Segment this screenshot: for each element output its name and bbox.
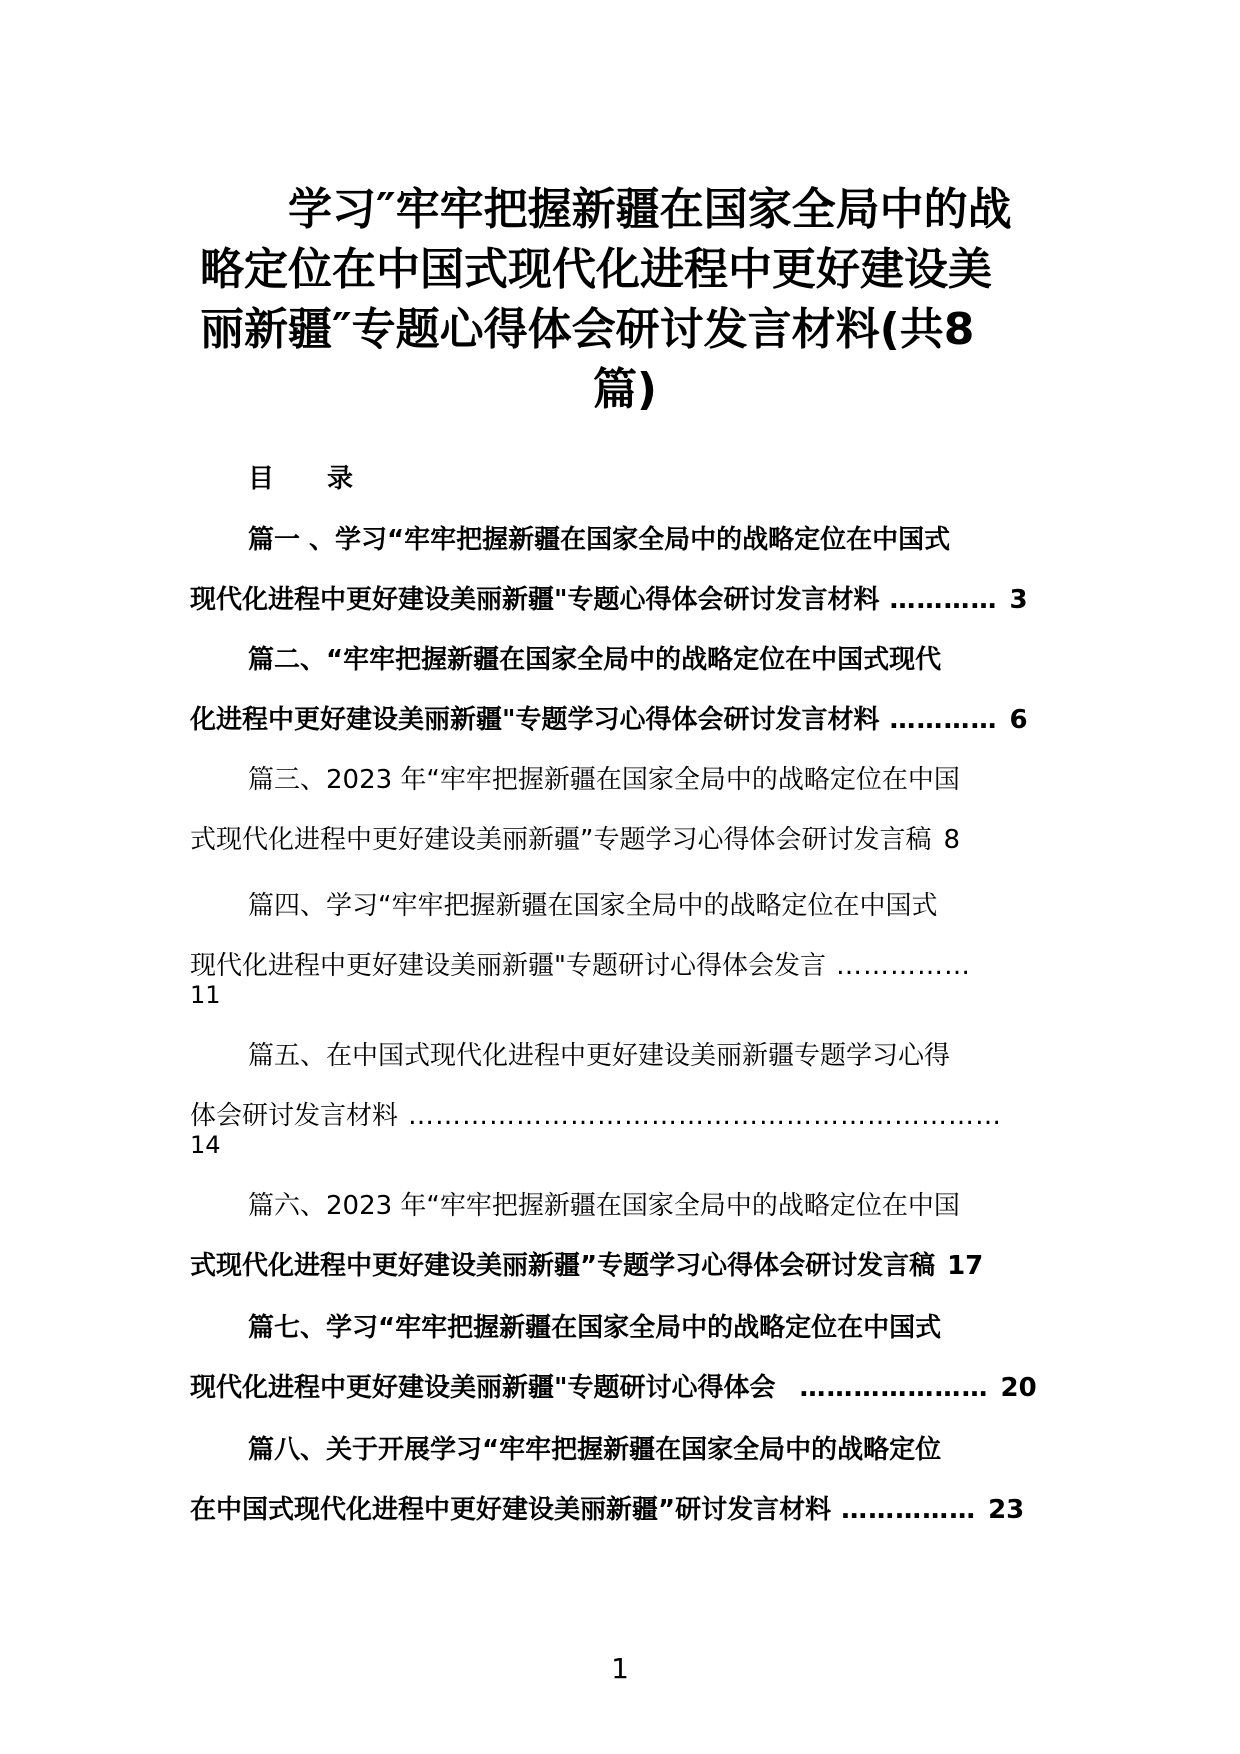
toc-entry-line2 [190,1248,1060,1284]
toc-entry-line2 [190,1098,1060,1134]
toc-page-number: 17 [947,1251,984,1281]
toc-page-number: 14 [190,1131,221,1159]
toc-entry-line1: 篇五、在中国式现代化进程中更好建设美丽新疆专题学习心得 [248,1041,951,1071]
toc-entry-text: 化进程中更好建设美丽新疆"专题学习心得体会研讨发言材料 [190,705,880,735]
toc-entry-line1: 篇二、“牢牢把握新疆在国家全局中的战略定位在中国式现代 [248,645,942,675]
toc-entry-line1: 篇四、学习“牢牢把握新疆在国家全局中的战略定位在中国式 [248,891,938,921]
toc-entry-text: 式现代化进程中更好建设美丽新疆”专题学习心得体会研讨发言稿 [190,825,932,855]
toc-entry-text: 现代化进程中更好建设美丽新疆"专题心得体会研讨发言材料 [190,585,880,615]
toc-page-number: 23 [988,1495,1025,1525]
title-line: 丽新疆″专题心得体会研讨发言材料(共8 [200,304,975,355]
toc-entry-text: 式现代化进程中更好建设美丽新疆”专题学习心得体会研讨发言稿 [190,1251,936,1281]
toc-entry-line1: 篇三、2023 年“牢牢把握新疆在国家全局中的战略定位在中国 [248,765,960,795]
toc-entry-line2 [190,822,1060,858]
title-line: 学习″牢牢把握新疆在国家全局中的战 [288,184,1012,235]
toc-page-number: 11 [190,981,221,1009]
document-title [200,180,1050,420]
toc-heading: 目 录 [248,464,376,494]
toc-entry-text: 现代化进程中更好建设美丽新疆"专题研讨心得体会 [190,1373,776,1403]
toc-entry-line2 [190,948,1060,984]
toc-page-number: 20 [1000,1373,1037,1403]
toc-page-number: 8 [943,825,961,855]
toc-page-number: 6 [1009,705,1028,735]
toc-entry-line2 [190,702,1060,738]
toc-entry-line1: 篇八、关于开展学习“牢牢把握新疆在国家全局中的战略定位 [248,1435,942,1465]
toc-entry-line2 [190,582,1060,618]
toc-leader-dots: ………………… [799,1373,989,1403]
toc-leader-dots: …………… [835,951,971,981]
toc-entry-text: 体会研讨发言材料 [190,1101,399,1131]
toc-leader-dots: …………… [841,1495,977,1525]
toc-entry-text: 在中国式现代化进程中更好建设美丽新疆”研讨发言材料 [190,1495,832,1525]
toc-entry-line2 [190,1492,1060,1528]
page-number: 1 [611,1652,629,1685]
toc-entry-text: 现代化进程中更好建设美丽新疆"专题研讨心得体会发言 [190,951,826,981]
toc-page-number: 3 [1009,585,1028,615]
toc-entry-line2 [190,1370,1060,1406]
toc-entry-line1: 篇一 、学习“牢牢把握新疆在国家全局中的战略定位在中国式 [248,525,951,555]
toc-entry-line1: 篇六、2023 年“牢牢把握新疆在国家全局中的战略定位在中国 [248,1191,960,1221]
toc-entry-line1: 篇七、学习“牢牢把握新疆在国家全局中的战略定位在中国式 [248,1313,942,1343]
toc-leader-dots: ………… [889,705,998,735]
toc-leader-dots: ………………………………………………………… [408,1101,1003,1131]
toc-leader-dots [931,822,941,858]
title-line: 篇) [592,364,658,415]
toc-leader-dots: ………… [889,585,998,615]
toc-leader-dots [935,1248,945,1284]
title-line: 略定位在中国式现代化进程中更好建设美 [200,244,992,295]
